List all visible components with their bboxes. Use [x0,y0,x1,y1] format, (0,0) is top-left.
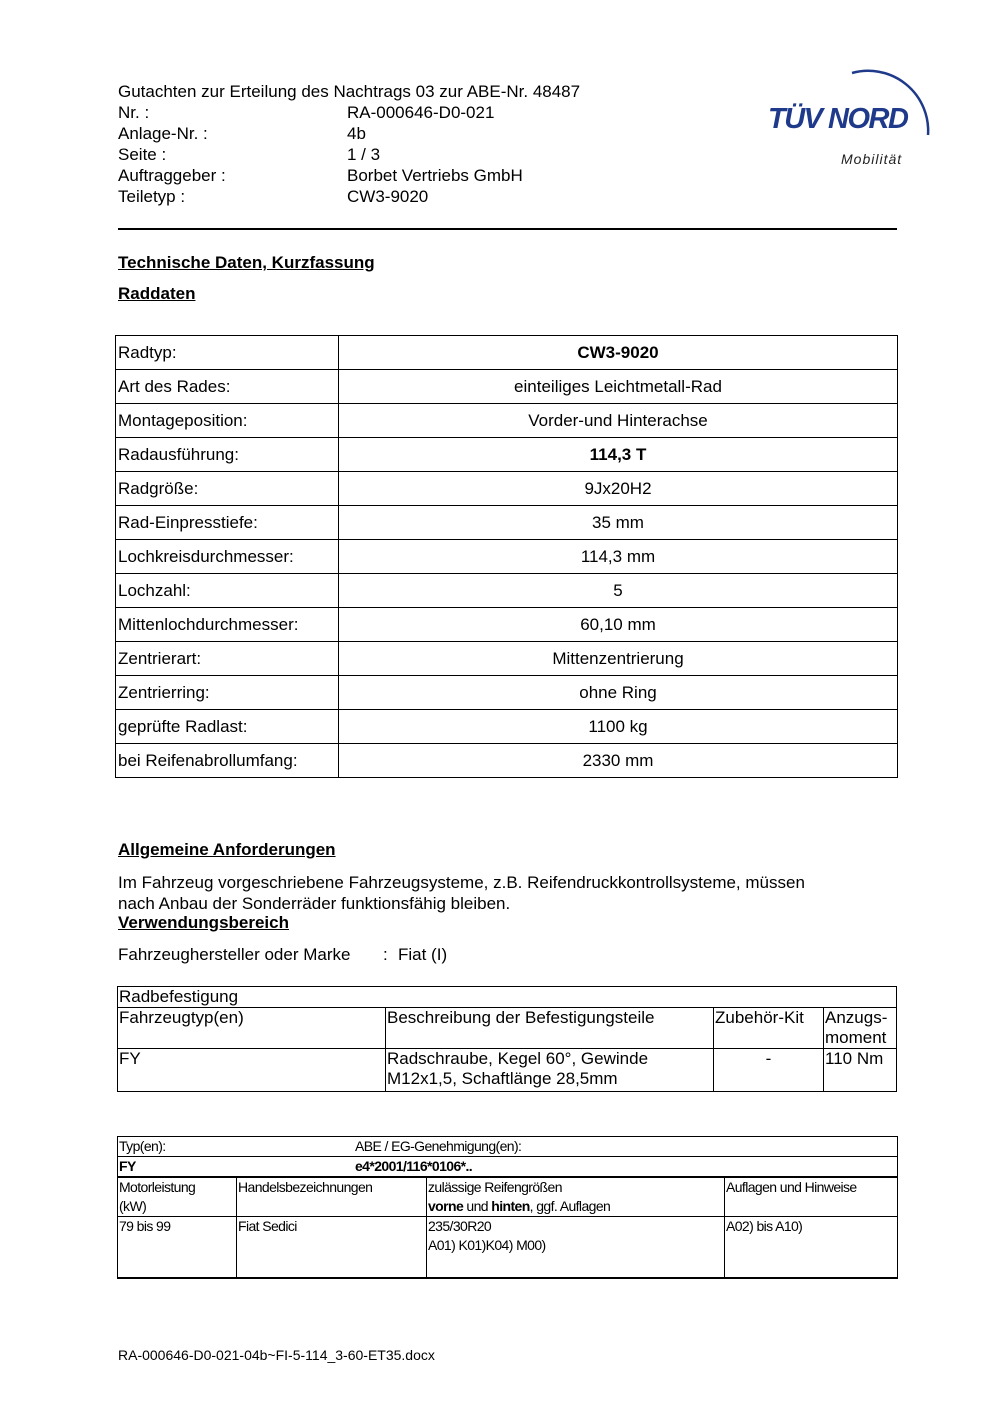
header-field-seite [118,144,381,165]
row-value: Mittenzentrierung [339,642,898,676]
table-row [118,1217,898,1279]
footer-filename: RA-000646-D0-021-04b~FI-5-114_3-60-ET35.docx [118,1347,435,1363]
header-value: 1 / 3 [347,145,381,164]
table-row [118,1049,897,1092]
cell-beschreibung-line-1: Radschraube, Kegel 60°, Gewinde [387,1049,649,1068]
row-label: Montageposition: [116,404,339,438]
table-row [116,472,898,506]
row-value: 114,3 mm [339,540,898,574]
row-value: 114,3 T [339,438,898,472]
cell-typ: FY [118,1049,386,1092]
row-value: 35 mm [339,506,898,540]
row-label: Rad-Einpresstiefe: [116,506,339,540]
cell-auflagen: A02) bis A10) [725,1217,898,1279]
header-motorleistung [118,1177,237,1217]
section-raddaten: Raddaten [118,284,196,303]
hersteller-separator: : [383,945,388,964]
header-field-teiletyp [118,186,429,207]
table-row [118,1157,898,1178]
header-handelsbezeichnungen: Handelsbezeichnungen [237,1177,427,1217]
header-field-anlage [118,123,366,144]
hersteller-value: Fiat (I) [398,945,448,964]
logo-subtitle: Mobilität [841,151,903,167]
section-verwendungsbereich: Verwendungsbereich [118,913,289,932]
table-row [116,438,898,472]
cell-reifen [427,1217,725,1279]
logo-brand: TÜV NORD [768,103,908,135]
header-field-nr [118,102,495,123]
header-fahrzeugtyp: Fahrzeugtyp(en) [118,1008,386,1049]
header-divider [118,228,897,230]
row-label: Mittenlochdurchmesser: [116,608,339,642]
table-row [116,608,898,642]
radbefestigung-table [117,986,897,1092]
header-hinten: hinten [491,1198,530,1214]
row-value: 2330 mm [339,744,898,778]
header-motorleistung-line-1: Motorleistung [119,1179,196,1195]
cell-motorleistung: 79 bis 99 [118,1217,237,1279]
section-technische-daten: Technische Daten, Kurzfassung [118,253,375,272]
header-value: Borbet Vertriebs GmbH [347,166,523,185]
table-row [116,540,898,574]
header-value: CW3-9020 [347,187,429,206]
header-label: Teiletyp : [118,187,186,206]
row-value: 9Jx20H2 [339,472,898,506]
header-anzugsmoment [824,1008,897,1049]
table-row [116,642,898,676]
header-value: 4b [347,124,366,143]
table-row [118,987,897,1008]
row-label: Lochkreisdurchmesser: [116,540,339,574]
header-zubehoer-kit: Zubehör-Kit [714,1008,824,1049]
table-row [116,336,898,370]
allgemein-text-line-1: Im Fahrzeug vorgeschriebene Fahrzeugsysteme, z.B. Reifendruckkontrollsysteme, müssen [118,873,805,892]
header-label: Auftraggeber : [118,166,226,185]
table-row [118,1177,898,1217]
table-row [116,370,898,404]
cell-reifen-size: 235/30R20 [428,1218,492,1234]
row-label: Radgröße: [116,472,339,506]
row-value: ohne Ring [339,676,898,710]
row-value: einteiliges Leichtmetall-Rad [339,370,898,404]
typ-label: Typ(en): [119,1138,166,1154]
header-reifengroessen-line-2 [428,1197,723,1216]
cell-moment: 110 Nm [824,1049,897,1092]
row-value: Vorder-und Hinterachse [339,404,898,438]
row-label: Radtyp: [116,336,339,370]
abe-value: e4*2001/116*0106*.. [355,1158,473,1174]
header-reifengroessen [427,1177,725,1217]
row-label: Zentrierring: [116,676,339,710]
row-label: Radausführung: [116,438,339,472]
cell-handelsbezeichnung: Fiat Sedici [237,1217,427,1279]
header-auflagen-note: , ggf. Auflagen [529,1198,611,1214]
row-value: 60,10 mm [339,608,898,642]
row-value: CW3-9020 [339,336,898,370]
row-value: 5 [339,574,898,608]
header-label: Seite : [118,145,167,164]
table-row [116,710,898,744]
cell-beschreibung-line-2: M12x1,5, Schaftlänge 28,5mm [387,1069,618,1088]
row-label: Lochzahl: [116,574,339,608]
section-allgemeine-anforderungen: Allgemeine Anforderungen [118,840,336,859]
header-anzugsmoment-line-1: Anzugs- [825,1008,888,1027]
typ-value-row [118,1157,898,1178]
table-row [116,506,898,540]
raddaten-table [115,335,898,778]
typ-header-row [118,1137,898,1157]
header-motorleistung-line-2: (kW) [119,1198,147,1214]
allgemein-text-line-2: nach Anbau der Sonderräder funktionsfähig bleiben. [118,894,511,913]
table-row [116,574,898,608]
cell-kit: - [714,1049,824,1092]
hersteller-label: Fahrzeughersteller oder Marke [118,945,351,964]
hersteller-line [118,944,448,965]
table-row [118,1008,897,1049]
header-label: Nr. : [118,103,150,122]
header-label: Anlage-Nr. : [118,124,208,143]
table-row [116,744,898,778]
typ-value: FY [119,1158,136,1174]
row-label: Art des Rades: [116,370,339,404]
abe-label: ABE / EG-Genehmigung(en): [355,1138,522,1154]
table-row [116,404,898,438]
header-reifengroessen-line-1: zulässige Reifengrößen [428,1179,562,1195]
header-und: und [463,1198,492,1214]
table-row [116,676,898,710]
header-field-auftraggeber [118,165,523,186]
header-vorne: vorne [428,1198,464,1214]
row-label: Zentrierart: [116,642,339,676]
row-value: 1100 kg [339,710,898,744]
header-auflagen-hinweise: Auflagen und Hinweise [725,1177,898,1217]
header-value: RA-000646-D0-021 [347,103,495,122]
table-row [118,1137,898,1157]
radbefestigung-title: Radbefestigung [118,987,897,1008]
header-anzugsmoment-line-2: moment [825,1028,887,1047]
row-label: geprüfte Radlast: [116,710,339,744]
row-label: bei Reifenabrollumfang: [116,744,339,778]
header-beschreibung: Beschreibung der Befestigungsteile [386,1008,714,1049]
cell-beschreibung [386,1049,714,1092]
document-title: Gutachten zur Erteilung des Nachtrags 03 zur ABE-Nr. 48487 [118,82,581,101]
cell-reifen-codes: A01) K01)K04) M00) [428,1237,546,1253]
typen-table [117,1136,898,1279]
